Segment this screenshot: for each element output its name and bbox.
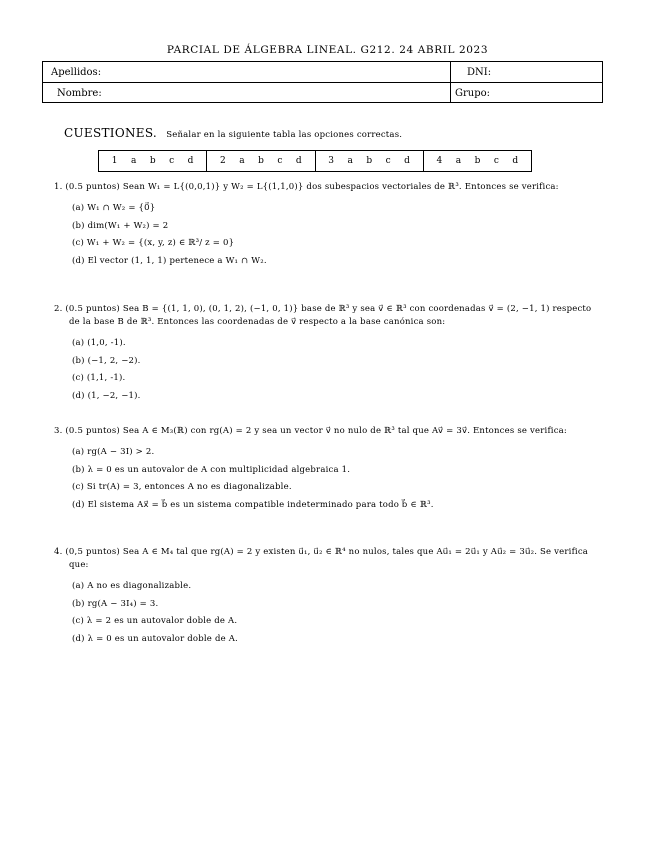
nombre-label: Nombre: <box>57 88 102 99</box>
option-a: (a) W₁ ∩ W₂ = {0⃗} <box>72 203 156 213</box>
option-c: (c) W₁ + W₂ = {(x, y, z) ∈ ℝ³/ z = 0} <box>72 238 235 248</box>
option-b: (b) dim(W₁ + W₂) = 2 <box>72 220 169 231</box>
apellidos-label: Apellidos: <box>51 67 102 78</box>
answer-cell-4[interactable] <box>424 151 531 171</box>
answer-cell-3[interactable] <box>316 151 424 171</box>
answer-opt-c[interactable]: c <box>277 156 283 166</box>
option-a: (a) rg(A − 3I) > 2. <box>72 447 155 457</box>
answer-cell-1[interactable] <box>99 151 207 171</box>
option-d: (d) El sistema Ax⃗ = b⃗ es un sistema compatible indeterminado para todo b⃗ ∈ ℝ³. <box>72 499 434 510</box>
answer-table <box>98 150 532 172</box>
answer-opt-c[interactable]: c <box>385 156 391 166</box>
id-row-2 <box>43 83 602 103</box>
id-divider <box>450 62 451 82</box>
id-row-1 <box>43 62 602 83</box>
answer-opt-d[interactable]: d <box>512 156 519 166</box>
answer-num: 2 <box>220 156 226 166</box>
answer-opt-d[interactable]: d <box>404 156 410 166</box>
cuestiones-heading <box>64 126 402 140</box>
question-4 <box>54 546 599 648</box>
option-c: (c) (1,1, -1). <box>72 373 126 383</box>
option-c: (c) λ = 2 es un autovalor doble de A. <box>72 616 238 626</box>
answer-num: 3 <box>328 156 334 166</box>
question-text: 3. (0.5 puntos) Sea A ∈ M₃(ℝ) con rg(A) = 2 y sea un vector v⃗ no nulo de ℝ³ tal que Av⃗ = 3v⃗. Entonces se verifica: <box>54 426 567 436</box>
question-3 <box>54 425 599 514</box>
question-text: 4. (0,5 puntos) Sea A ∈ M₄ tal que rg(A) = 2 y existen u⃗₁, u⃗₂ ∈ ℝ⁴ no nulos, tales que Au⃗₁ = 2u⃗₁ y Au⃗₂ = 3u⃗₂. Se verifica que: <box>54 547 589 570</box>
page-title: PARCIAL DE ÁLGEBRA LINEAL. G212. 24 ABRIL 2023 <box>166 44 489 56</box>
option-b: (b) λ = 0 es un autovalor de A con multiplicidad algebraica 1. <box>72 464 351 475</box>
option-a: (a) (1,0, -1). <box>72 338 126 348</box>
student-id-table <box>42 61 603 103</box>
option-c: (c) Si tr(A) = 3, entonces A no es diagonalizable. <box>72 482 292 492</box>
question-2 <box>54 303 599 405</box>
option-d: (d) El vector (1, 1, 1) pertenece a W₁ ∩ W₂. <box>72 255 267 266</box>
answer-opt-a[interactable]: a <box>455 156 462 166</box>
option-a: (a) A no es diagonalizable. <box>72 581 192 591</box>
answer-opt-c[interactable]: c <box>169 156 175 166</box>
question-1 <box>54 181 599 270</box>
answer-num: 4 <box>436 156 443 166</box>
question-text: 2. (0.5 puntos) Sea B = {(1, 1, 0), (0, 1, 2), (−1, 0, 1)} base de ℝ³ y sea v⃗ ∈ ℝ³ con coordenadas v⃗ = (2, −1, 1) respecto de la base B de ℝ³. Entonces las coordenadas de v⃗ respecto a la base canónica son: <box>54 304 592 327</box>
answer-num: 1 <box>111 156 118 166</box>
cuestiones-instruction: Señalar en la siguiente tabla las opciones correctas. <box>166 130 403 140</box>
answer-opt-b[interactable]: b <box>258 156 264 166</box>
option-b: (b) rg(A − 3I₄) = 3. <box>72 598 159 609</box>
answer-opt-d[interactable]: d <box>187 156 194 166</box>
dni-label: DNI: <box>467 67 492 78</box>
option-b: (b) (−1, 2, −2). <box>72 355 141 366</box>
cuestiones-title: CUESTIONES. <box>64 126 158 140</box>
answer-opt-a[interactable]: a <box>239 156 245 166</box>
answer-cell-2[interactable] <box>207 151 315 171</box>
question-text: 1. (0.5 puntos) Sean W₁ = L{(0,0,1)} y W₂ = L{(1,1,0)} dos subespacios vectoriales de ℝ³. Entonces se verifica: <box>54 182 559 192</box>
option-d: (d) λ = 0 es un autovalor doble de A. <box>72 633 238 644</box>
answer-opt-b[interactable]: b <box>474 156 481 166</box>
answer-opt-c[interactable]: c <box>493 156 499 166</box>
answer-opt-d[interactable]: d <box>295 156 302 166</box>
option-d: (d) (1, −2, −1). <box>72 390 141 401</box>
id-divider <box>450 83 451 103</box>
grupo-label: Grupo: <box>455 88 490 99</box>
answer-opt-a[interactable]: a <box>347 156 353 166</box>
answer-opt-a[interactable]: a <box>130 156 137 166</box>
answer-opt-b[interactable]: b <box>366 156 373 166</box>
answer-opt-b[interactable]: b <box>149 156 156 166</box>
